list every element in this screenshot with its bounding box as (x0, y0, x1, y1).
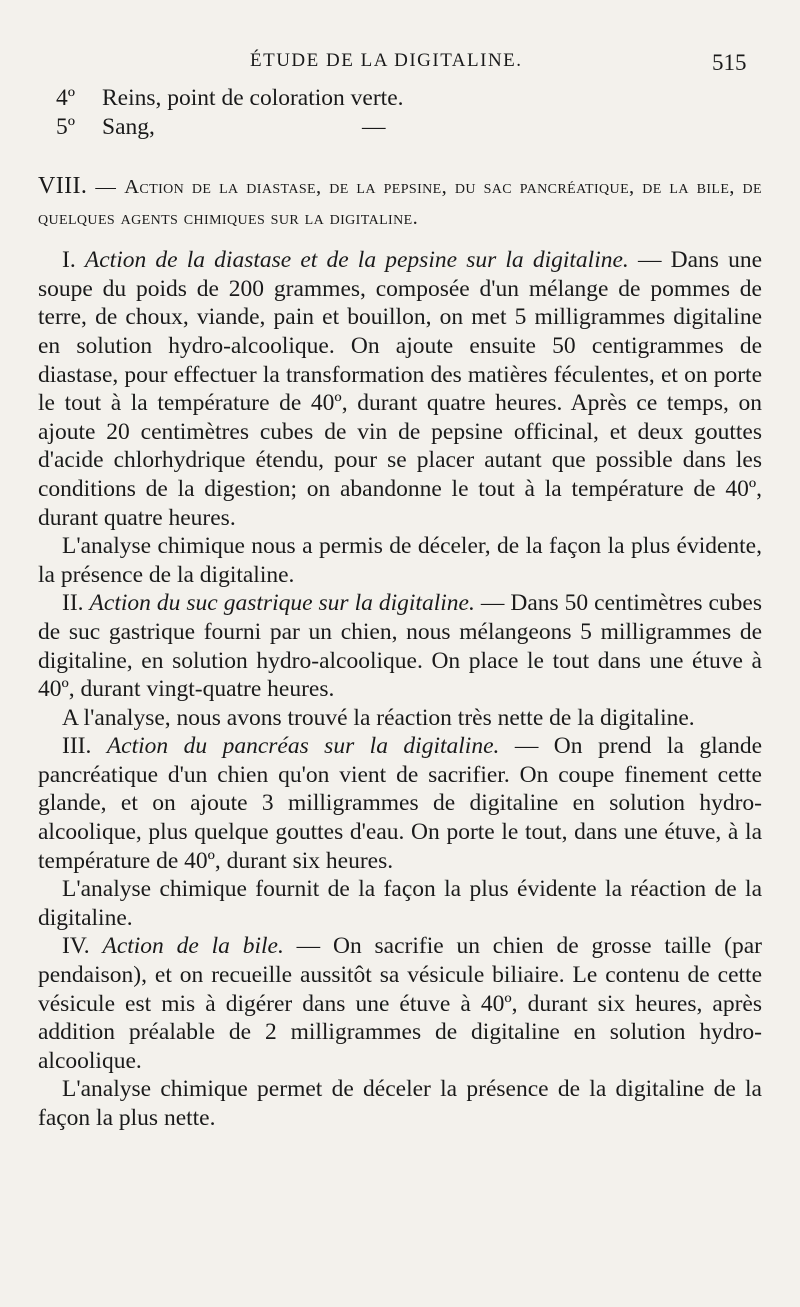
section-dash: — (95, 176, 117, 199)
list-value: — (362, 113, 386, 140)
paragraph-body: — Dans 50 centimètres cubes de suc gastrique fourni par un chien, nous mélangeons 5 milligrammes de digitaline, en solution hydro-alcoolique. On place le tout dans une étuve à 40º, durant vingt-quatre heures. (38, 590, 762, 703)
paragraph-body: L'analyse chimique nous a permis de déceler, de la façon la plus évidente, la présence de la digitaline. (38, 533, 762, 588)
paragraph-body: L'analyse chimique fournit de la façon la plus évidente la réaction de la digitaline. (38, 876, 762, 931)
paragraph-body: A l'analyse, nous avons trouvé la réaction très nette de la digitaline. (62, 704, 695, 731)
list-item (56, 113, 762, 142)
section-title: Action de la diastase, de la pepsine, du sac pancréatique, de la bile, de quelques agents chimiques sur la digitaline. (38, 176, 762, 230)
paragraph (38, 246, 762, 532)
paragraph-body: — Dans une soupe du poids de 200 grammes, composée d'un mélange de pommes de terre, de choux, viande, pain et bouillon, on met 5 milligrammes digitaline en solution hydro-alcoolique. On ajoute ensuite 50 centigrammes de diastase, pour effectuer la transformation des matières féculentes, et on porte le tout à la température de 40º, durant quatre heures. Après ce temps, on ajoute 20 centimètres cubes de vin de pepsine officinal, et deux gouttes d'acide chlorhydrique étendu, pour se placer autant que possible dans les conditions de la digestion; on abandonne le tout à la température de 40º, durant quatre heures. (38, 247, 763, 531)
section-heading (38, 171, 762, 234)
paragraph-title: Action du suc gastrique sur la digitaline. (89, 590, 475, 617)
section-number: VIII. (38, 173, 88, 200)
paragraph-title: Action du pancréas sur la digitaline. (106, 733, 500, 760)
paragraph (38, 532, 762, 589)
paragraph (38, 704, 762, 733)
paragraph (38, 589, 762, 703)
page-number: 515 (712, 50, 747, 75)
list-item (56, 84, 762, 113)
paragraph-lead: III. (62, 733, 107, 760)
paragraph (38, 932, 762, 1075)
body-text (38, 84, 762, 1133)
paragraph (38, 875, 762, 932)
paragraph-lead: II. (62, 590, 90, 617)
paragraph-body: — On prend la glande pancréatique d'un chien qu'on vient de sacrifier. On coupe finement cette glande, et on ajoute 3 milligrammes de digitaline en solution hydro-alcoolique, plus quelque gouttes d'eau. On porte le tout, dans une étuve, à la température de 40º, durant six heures. (38, 733, 762, 874)
list-index: 5º (56, 113, 76, 140)
paragraph-lead: I. (62, 247, 85, 274)
paragraph-title: Action de la diastase et de la pepsine sur la digitaline. (84, 247, 629, 274)
list-label: Sang, (102, 113, 155, 140)
paragraph (38, 732, 762, 875)
running-title: ÉTUDE DE LA DIGITALINE. (250, 50, 523, 71)
list-index: 4º (56, 85, 76, 111)
paragraph-body: — On sacrifie un chien de grosse taille (par pendaison), et on recueille aussitôt sa vésicule biliaire. Le contenu de cette vésicule est mis à digérer dans une étuve à 40º, durant six heures, après addition préalable de 2 milligrammes de digitaline en solution hydro-alcoolique. (38, 933, 762, 1074)
list-label: Reins, point de coloration verte. (102, 85, 404, 111)
paragraph-title: Action de la bile. (102, 933, 284, 960)
paragraph-lead: IV. (62, 933, 103, 960)
page-header (0, 50, 800, 80)
paragraph (38, 1075, 762, 1132)
paragraph-body: L'analyse chimique permet de déceler la présence de la digitaline de la façon la plus nette. (38, 1076, 762, 1131)
